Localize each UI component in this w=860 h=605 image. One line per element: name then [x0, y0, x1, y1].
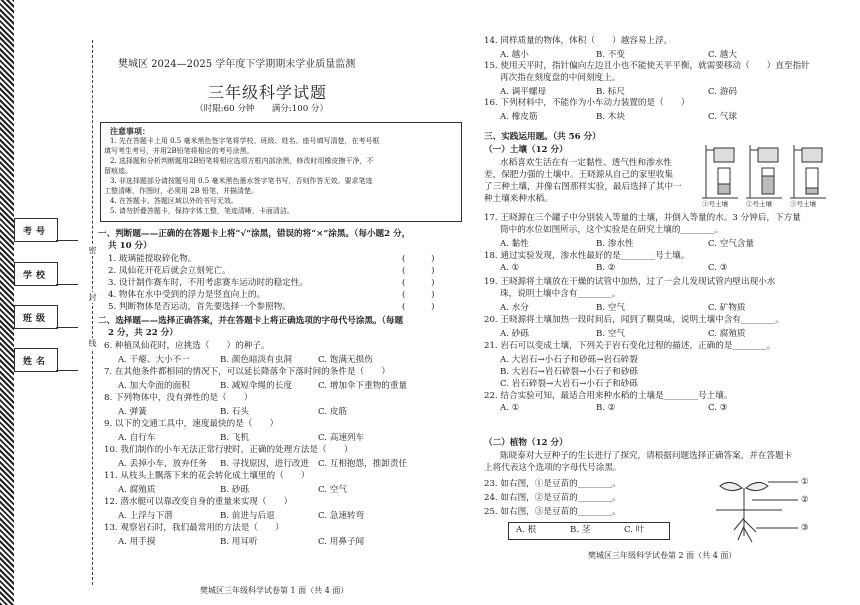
seal-mark-feng: 封	[88, 293, 97, 302]
choice-question: 10. 我们制作的小车无法正常行驶时，正确的处理方法是（ ）	[104, 445, 353, 455]
soil-question-cont: 筒中的水位如图所示，这个实验是在研究土壤的________。	[500, 225, 724, 235]
school-label: 学校	[14, 262, 58, 286]
soil-option: A. 水分	[500, 303, 529, 313]
plant-option: A. 根	[516, 525, 537, 535]
plant-option: C. 叶	[624, 525, 645, 535]
soil-question: 22. 结合实验可知，最适合用来种水稻的土壤是________号土壤。	[484, 391, 733, 401]
choice-option: C. 增加伞下重物的重量	[318, 381, 408, 391]
choice-option: C. 饱满无损伤	[318, 355, 373, 365]
choice-option: A. 弹簧	[118, 407, 147, 417]
choice-option: C. 用鼻子闻	[318, 537, 365, 547]
plant-intro-line: 陈晓泰对大豆种子的生长进行了探究，请根据问题选择正确答案，并在答题卡	[500, 451, 793, 461]
answer-parens: ( )	[402, 302, 435, 312]
choice-option: C. 急速转弯	[318, 511, 365, 521]
notes-item: 5. 请勿折叠答题卡，保持字体工整，笔迹清晰，卡面清洁。	[110, 207, 294, 215]
soil-question: 19. 王晓源将土壤放在干燥的试管中加热，过了一会儿发现试管内壁出现小水	[484, 277, 776, 287]
section1-title: 一、判断题——正确的在答题卡上将“√”涂黑，错误的将“×”涂黑。（每小题2 分，	[98, 229, 411, 239]
bean-sprout-figure	[712, 470, 832, 550]
choice-option: B. 寻找原因，进行改进	[220, 459, 310, 469]
notes-item: 留痕迹。	[104, 167, 132, 175]
plant-label: ②	[801, 495, 809, 505]
soil-intro-line: 水稻喜欢生活在有一定黏性、透气性和渗水性	[500, 158, 672, 168]
page-footer-right: 樊城区三年级科学试卷第 2 面（共 4 面）	[588, 551, 737, 560]
soil-option: A. 黏性	[500, 239, 529, 249]
soil-intro-line: 种土壤来种水稻。	[484, 194, 553, 204]
choice-option: A. 橡皮筋	[500, 112, 538, 122]
soil-question: 18. 通过实验发现，渗水性最好的是________号土壤。	[484, 251, 690, 261]
section1-title-cont: 共 10 分）	[108, 241, 152, 251]
plant-question: 24. 如右图，②是豆苗的________。	[484, 493, 621, 503]
choice-option: C. 皮筋	[318, 407, 347, 417]
choice-option: A. 自行车	[118, 433, 156, 443]
choice-option: C. 高速列车	[318, 433, 365, 443]
soil-option: A. 砂砾	[500, 329, 529, 339]
soil-intro-line: 了三种土壤，并像右图那样实验，最后选择了其中一	[484, 182, 682, 192]
soil-option: A. ①	[500, 263, 520, 273]
soil-option: B. 大岩石→岩石碎裂→小石子和砂砾	[500, 367, 638, 377]
class-line	[56, 327, 78, 328]
page-footer-left: 樊城区三年级科学试卷第 1 面（共 4 面）	[200, 586, 349, 595]
soil-option: C. 岩石碎裂→大岩石→小石子和砂砾	[500, 379, 638, 389]
choice-option: B. 飞机	[220, 433, 249, 443]
choice-question: 14. 同样质量的物体，体积（ ）越容易上浮。	[484, 36, 673, 46]
exam-number-line	[56, 240, 78, 241]
judge-question: 3. 设计制作赛车时，不用考虑赛车运动时的稳定性。	[108, 278, 308, 288]
section3-title: 三、实践运用题。（共 56 分）	[484, 132, 601, 142]
exam-number-label: 考号	[14, 218, 58, 242]
plant-label: ①	[801, 477, 809, 487]
stand-1	[702, 145, 738, 198]
choice-option: B. 前进与后退	[220, 511, 275, 521]
soil-question: 17. 王晓源在三个罐子中分别装入等量的土壤，并倒入等量的水。3 分钟后，下方量	[484, 213, 801, 223]
notes-title: 注意事项：	[110, 126, 150, 136]
soil-question: 21. 岩石可以变成土壤，下列关于岩石变化过程的描述，正确的是________。	[484, 341, 776, 351]
choice-question: 6. 种植凤仙花时，应挑选（ ）的种子。	[104, 341, 270, 351]
notes-item: 4. 在答题卡、答题区域以外的书写无效。	[110, 197, 238, 205]
notes-item: 3. 非选择题部分请按题号用 0.5 毫米黑色墨水签字笔书写，否则作答无效。要求笔迹	[110, 177, 373, 185]
choice-question: 11. 从枝头上飘落下来的花会转化成土壤里的（ ）	[104, 471, 310, 481]
judge-question: 2. 凤仙花开花后就会立刻死亡。	[108, 266, 231, 276]
choice-option: C. 互相抱怨，推卸责任	[318, 459, 408, 469]
soil-option: C. 腐殖质	[708, 329, 746, 339]
section2-title-cont: 2 分，共 22 分）	[108, 328, 178, 338]
seal-mark-xian: 线	[88, 339, 97, 348]
seal-dashed-line	[92, 40, 93, 585]
class-label: 班级	[14, 305, 58, 329]
soil-part-title: （一）土壤（12 分）	[484, 145, 568, 155]
exam-title: 樊城区 2024—2025 学年度下学期期末学业质量监测	[118, 59, 356, 70]
binding-strip-pattern	[0, 0, 14, 605]
notes-item: 2. 选择题和分析判断题用2B铅笔将相应选项方框内部涂黑，修改时用橡皮擦干净，不	[110, 157, 374, 165]
plant-question: 23. 如右图，①是豆苗的________。	[484, 479, 621, 489]
choice-option: A. 用手摸	[118, 537, 156, 547]
plant-part-title: （二）植物（12 分）	[484, 438, 568, 448]
cup-label: ①号土壤	[702, 200, 728, 208]
plant-question: 25. 如右图，③是豆苗的________。	[484, 507, 621, 517]
answer-parens: ( )	[402, 254, 435, 264]
choice-option: A. 调平螺母	[500, 87, 547, 97]
choice-question-cont: 再次指在刻度盘的中间刻度上。	[500, 73, 621, 83]
soil-question-cont: 珠，说明土壤中含有________。	[500, 289, 621, 299]
choice-option: B. 木块	[596, 112, 625, 122]
soil-option: C. 空气含量	[708, 239, 755, 249]
notes-item: 工整清晰，作图时，必须用 2B 铅笔，并描清楚。	[104, 187, 259, 195]
plant-label: ③	[801, 523, 809, 533]
choice-option: B. 标尺	[596, 87, 625, 97]
soil-option: A. 大岩石→小石子和砂砾→岩石碎裂	[500, 355, 638, 365]
judge-question: 4. 物体在水中受到的浮力是竖直向上的。	[108, 290, 266, 300]
choice-option: B. 颜色暗淡有虫洞	[220, 355, 292, 365]
choice-question: 8. 下列物体中，没有弹性的是（ ）	[104, 393, 253, 403]
plant-intro-line: 上将代表这个选项的字母代号涂黑。	[484, 463, 622, 473]
soil-intro-line: 差，保肥力强的土壤中。王晓源从自己的家里收集	[484, 170, 674, 180]
choice-option: A. 腐殖质	[118, 485, 156, 495]
choice-option: B. 砂砾	[220, 485, 249, 495]
choice-question: 13. 观察岩石时，我们最常用的方法是（ ）	[104, 523, 284, 533]
answer-parens: ( )	[402, 290, 435, 300]
judge-question: 1. 玻璃能提取碎化物。	[108, 254, 197, 264]
section2-title: 二、选择题——选择正确答案，并在答题卡上将正确选项的字母代号涂黑。（每题	[98, 316, 404, 326]
choice-option: C. 游码	[708, 87, 737, 97]
choice-option: B. 石头	[220, 407, 249, 417]
exam-meta: （时限:60 分钟 满分:100 分）	[195, 104, 329, 114]
name-line	[56, 370, 78, 371]
choice-option: A. 加大伞面的面积	[118, 381, 190, 391]
soil-option: A. ①	[500, 403, 520, 413]
choice-option: A. 越小	[500, 50, 529, 60]
soil-question: 20. 王晓源将土壤加热一段时间后，闻到了糊臭味，说明土壤中含有________。	[484, 315, 784, 325]
soil-option: C. ③	[708, 403, 728, 413]
choice-question: 16. 下列材料中，不能作为小车动力装置的是（ ）	[484, 98, 690, 108]
cup-label: ③号土壤	[790, 200, 816, 208]
soil-option: C. 矿物质	[708, 303, 746, 313]
name-label: 姓名	[14, 348, 58, 372]
choice-question: 7. 在其他条件都相同的情况下，可以延长降落伞下落时间的条件是（ ）	[104, 367, 390, 377]
choice-option: C. 越大	[708, 50, 737, 60]
choice-option: C. 气球	[708, 112, 737, 122]
choice-option: C. 空气	[318, 485, 347, 495]
choice-option: B. 用耳听	[220, 537, 258, 547]
cup-label: ②号土壤	[746, 200, 772, 208]
plant-option: B. 茎	[570, 525, 591, 535]
choice-option: A. 干瘪、大小不一	[118, 355, 190, 365]
choice-option: A. 上浮与下潜	[118, 511, 173, 521]
judge-question: 5. 判断物体是否运动，首先要选择一个参照物。	[108, 302, 291, 312]
choice-question: 9. 以下的交通工具中，速度最快的是（ ）	[104, 419, 279, 429]
choice-option: B. 不变	[596, 50, 625, 60]
choice-question: 12. 潜水艇可以靠改变自身的重量来实现（ ）	[104, 497, 293, 507]
soil-option: C. ③	[708, 263, 728, 273]
seal-mark-mi: 密	[88, 246, 97, 255]
choice-option: A. 丢掉小车，放弃任务	[118, 459, 208, 469]
choice-question: 15. 使用天平时，指针偏向左边且小也不能使天平平衡，就需要移动（ ）直至指针	[484, 61, 810, 71]
stand-2	[746, 145, 782, 198]
choice-option: B. 减短伞绳的长度	[220, 381, 292, 391]
soil-option: B. ②	[596, 403, 616, 413]
subject-title: 三年级科学试题	[208, 83, 328, 102]
school-line	[56, 284, 78, 285]
soil-option: B. 空气	[596, 303, 625, 313]
notes-item: 填写考生考号，并用2B铅笔将相应的考号涂黑。	[104, 147, 254, 155]
answer-parens: ( )	[402, 266, 435, 276]
soil-option: B. 渗水性	[596, 239, 634, 249]
soil-option: B. 空气	[596, 329, 625, 339]
answer-parens: ( )	[402, 278, 435, 288]
notes-item: 1. 先在答题卡上用 0.5 毫米黑色签字笔将学校、班级、姓名、座号填写清楚，在考号框	[110, 137, 380, 145]
soil-option: B. ②	[596, 263, 616, 273]
stand-3	[790, 145, 826, 198]
